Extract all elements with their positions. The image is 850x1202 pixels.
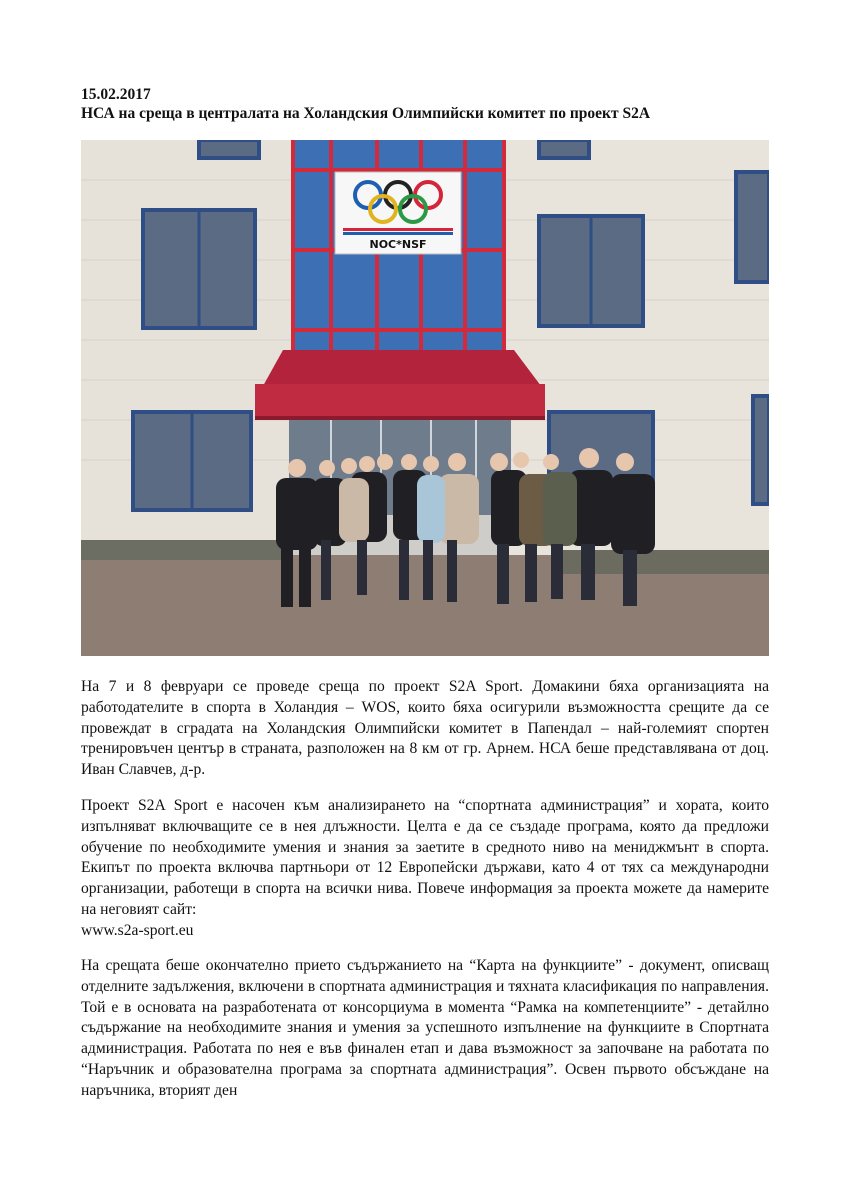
article-date: 15.02.2017 (81, 86, 151, 103)
sign-text: NOC*NSF (369, 238, 427, 251)
paragraph-3: На срещата беше окончателно прието съдържанието на “Карта на функциите” - документ, описващ отделните задължения, включени в спортната администрация и тяхната класификация по направления. Той е в основата на разработената от консорциума в момента “Рамка на компетенциите” - детайлно съдържание на необходимите знания и умения за успешното изпълнение на функциите в Спортната администрация. Работата по нея е във финален етап и дава възможност за започване на работата по “Наръчник и образователна програма за спортната администрация”. Освен първото обсъждане на наръчника, вторият ден (81, 957, 769, 1099)
group-photo (81, 140, 769, 656)
project-website-link[interactable]: www.s2a-sport.eu (81, 921, 194, 939)
paragraph-2-block (81, 796, 769, 942)
photo-illustration (81, 140, 769, 656)
paragraph-1: На 7 и 8 февруари се проведе среща по проект S2A Sport. Домакини бяха организацията на работодателите в спорта в Холандия – WOS, които бяха осигурили възможността срещите да се провеждат в сградата на Холандския Олимпийски комитет в Папендал – най-големият спортен тренировъчен център в страната, разположен на 8 км от гр. Арнем. НСА беше представлявана от доц. Иван Славчев, д-р. (81, 678, 769, 779)
article-title: НСА на среща в централата на Холандския Олимпийски комитет по проект S2A (81, 105, 651, 122)
paragraph-2: Проект S2A Sport е насочен към анализирането на “спортната администрация” и хората, които изпълняват включващите се в нея длъжности. Целта е да се създаде програма, която да предложи обучение по необходимите умения и знания за заетите в средното ниво на мениджмънт в спорта. Екипът по проекта включва партньори от 12 Европейски държави, като 4 от тях са международни организации, работещи в спорта на всички нива. Повече информация за проекта можете да намерите на неговият сайт: (81, 797, 769, 918)
